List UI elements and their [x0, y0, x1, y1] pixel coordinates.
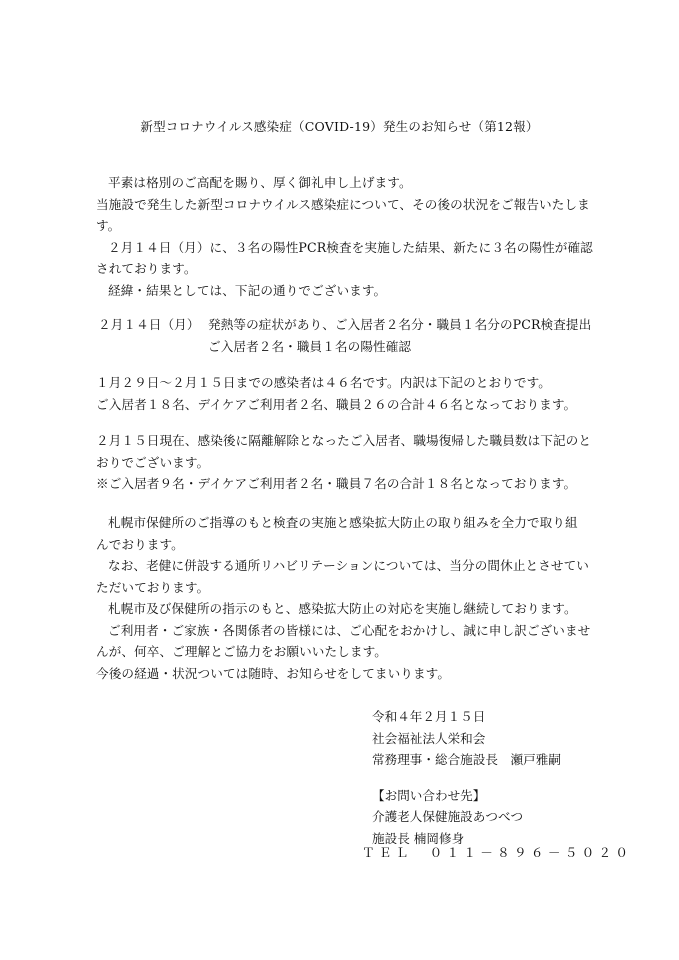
intro-pcr-line: ２月１４日（月）に、３名の陽性PCR検査を実施した結果、新たに３名の陽性が確認 — [108, 239, 593, 255]
event-section — [96, 314, 596, 357]
totals-line-1: １月２９日～２月１５日までの感染者は４６名です。内訳は下記のとおりです。 — [96, 375, 551, 390]
intro-details-line: 経緯・結果としては、下記の通りでございます。 — [108, 282, 387, 298]
recovered-section — [96, 430, 596, 495]
intro-report-line-cont: す。 — [96, 218, 121, 233]
signature-signer: 常務理事・総合施設長 瀬戸雅嗣 — [372, 752, 561, 767]
recovered-line-2: おりでございます。 — [96, 454, 210, 470]
closing-line-6: ご利用者・ご家族・各関係者の皆様には、ご心配をおかけし、誠に申し訳ございませ — [108, 622, 591, 638]
closing-line-4: ただいております。 — [96, 579, 210, 595]
closing-line-7: んが、何卒、ご理解とご協力をお願いいたします。 — [96, 644, 387, 659]
totals-section — [96, 372, 596, 415]
totals-line-2: ご入居者１８名、デイケアご利用者２名、職員２６の合計４６名となっております。 — [96, 396, 577, 412]
signature-block — [372, 706, 561, 849]
signature-date: 令和４年２月１５日 — [372, 709, 486, 724]
contact-facility: 介護老人保健施設あつべつ — [372, 809, 524, 824]
event-date: ２月１４日（月） — [98, 317, 200, 332]
event-result: ご入居者２名・職員１名の陽性確認 — [208, 338, 412, 354]
intro-greeting: 平素は格別のご高配を賜り、厚く御礼申し上げます。 — [108, 175, 412, 190]
closing-line-3: なお、老健に併設する通所リハビリテーションについては、当分の間休止とさせてい — [108, 558, 589, 573]
recovered-line-1: ２月１５日現在、感染後に隔離解除となったご入居者、職場復帰した職員数は下記のと — [96, 433, 592, 448]
recovered-line-3: ※ご入居者９名・デイケアご利用者２名・職員７名の合計１８名となっております。 — [96, 476, 577, 491]
contact-heading: 【お問い合わせ先】 — [372, 787, 486, 803]
intro-pcr-line-cont: されております。 — [96, 261, 197, 276]
closing-line-2: んでおります。 — [96, 536, 184, 552]
contact-director: 施設長 楠岡修身 — [372, 830, 465, 846]
closing-section — [96, 512, 596, 684]
closing-line-8: 今後の経過・状況ついては随時、お知らせをしてまいります。 — [96, 665, 451, 681]
contact-telephone: ＴＥＬ ０１１－８９６－５０２０ — [362, 845, 633, 860]
document-title: 新型コロナウイルス感染症（COVID-19）発生のお知らせ（第12報） — [140, 119, 539, 134]
intro-report-line: 当施設で発生した新型コロナウイルス感染症について、その後の状況をご報告いたしま — [96, 196, 590, 212]
intro-section — [96, 172, 596, 301]
event-description: 発熱等の症状があり、ご入居者２名分・職員１名分のPCR検査提出 — [208, 317, 592, 332]
closing-line-1: 札幌市保健所のご指導のもと検査の実施と感染拡大防止の取り組みを全力で取り組 — [108, 515, 578, 530]
closing-line-5: 札幌市及び保健所の指示のもと、感染拡大防止の対応を実施し継続しております。 — [108, 601, 577, 616]
signature-organization: 社会福祉法人栄和会 — [372, 730, 486, 746]
event-row — [96, 314, 596, 336]
